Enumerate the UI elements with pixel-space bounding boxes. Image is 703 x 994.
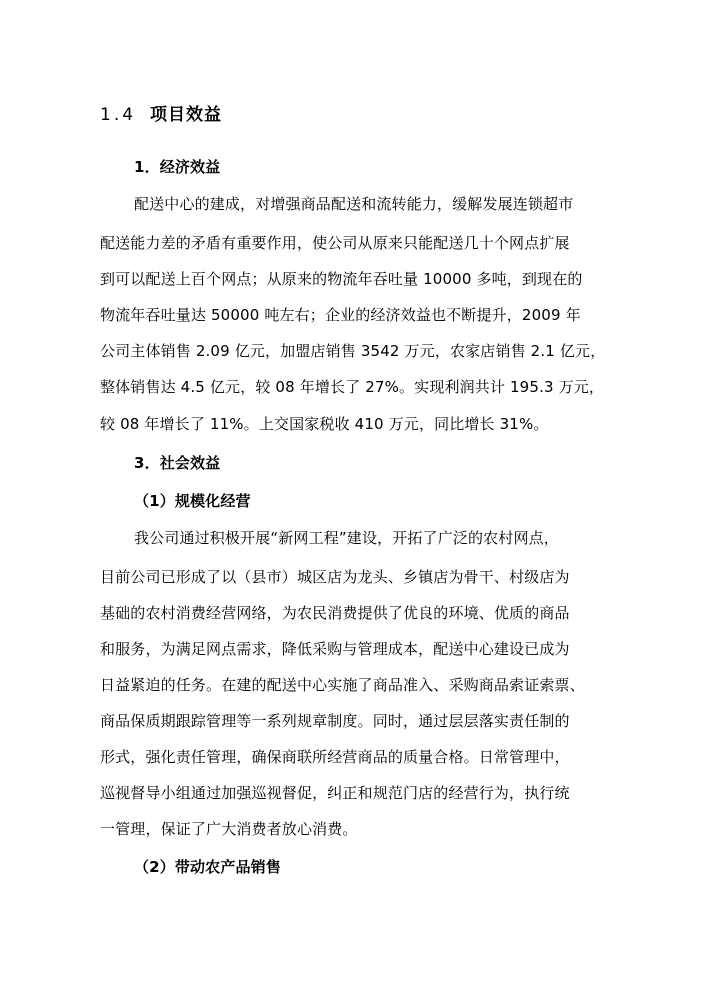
section-title: 项目效益 [150, 105, 223, 125]
paragraph-line: 一管理，保证了广大消费者放心消费。 [100, 820, 358, 838]
subheading-agri-sales: （2）带动农产品销售 [134, 858, 281, 876]
social-heading: 3．社会效益 [134, 454, 221, 472]
paragraph-line: 我公司通过积极开展“新网工程”建设，开拓了广泛的农村网点， [134, 529, 559, 547]
paragraph-line: 物流年吞吐量达 50000 吨左右；企业的经济效益也不断提升，2009 年 [100, 306, 581, 324]
section-number: 1.4 [100, 105, 137, 125]
paragraph-line: 公司主体销售 2.09 亿元，加盟店销售 3542 万元，农家店销售 2.1 亿元， [100, 342, 606, 360]
paragraph-line: 基础的农村消费经营网络，为农民消费提供了优良的环境、优质的商品 [100, 604, 570, 622]
economic-heading: 1．经济效益 [134, 158, 221, 176]
paragraph-line: 形式，强化责任管理，确保商联所经营商品的质量合格。日常管理中， [100, 748, 570, 766]
paragraph-line: 和服务，为满足网点需求，降低采购与管理成本，配送中心建设已成为 [100, 640, 570, 658]
section-heading [100, 105, 222, 125]
paragraph-line: 配送能力差的矛盾有重要作用，使公司从原来只能配送几十个网点扩展 [100, 234, 570, 252]
paragraph-line: 较 08 年增长了 11%。上交国家税收 410 万元，同比增长 31%。 [100, 415, 549, 433]
paragraph-line: 目前公司已形成了以（县市）城区店为龙头、乡镇店为骨干、村级店为 [100, 568, 570, 586]
paragraph-line: 日益紧迫的任务。在建的配送中心实施了商品准入、采购商品索证索票、 [100, 676, 585, 694]
paragraph-line: 到可以配送上百个网点；从原来的物流年吞吐量 10000 多吨，到现在的 [100, 270, 583, 288]
paragraph-line: 整体销售达 4.5 亿元，较 08 年增长了 27%。实现利润共计 195.3 万元， [100, 378, 605, 396]
paragraph-line: 商品保质期跟踪管理等一系列规章制度。同时，通过层层落实责任制的 [100, 712, 570, 730]
subheading-scale-operation: （1）规模化经营 [134, 492, 251, 510]
paragraph-line: 巡视督导小组通过加强巡视督促，纠正和规范门店的经营行为，执行统 [100, 784, 570, 802]
paragraph-line: 配送中心的建成，对增强商品配送和流转能力，缓解发展连锁超市 [134, 195, 574, 213]
